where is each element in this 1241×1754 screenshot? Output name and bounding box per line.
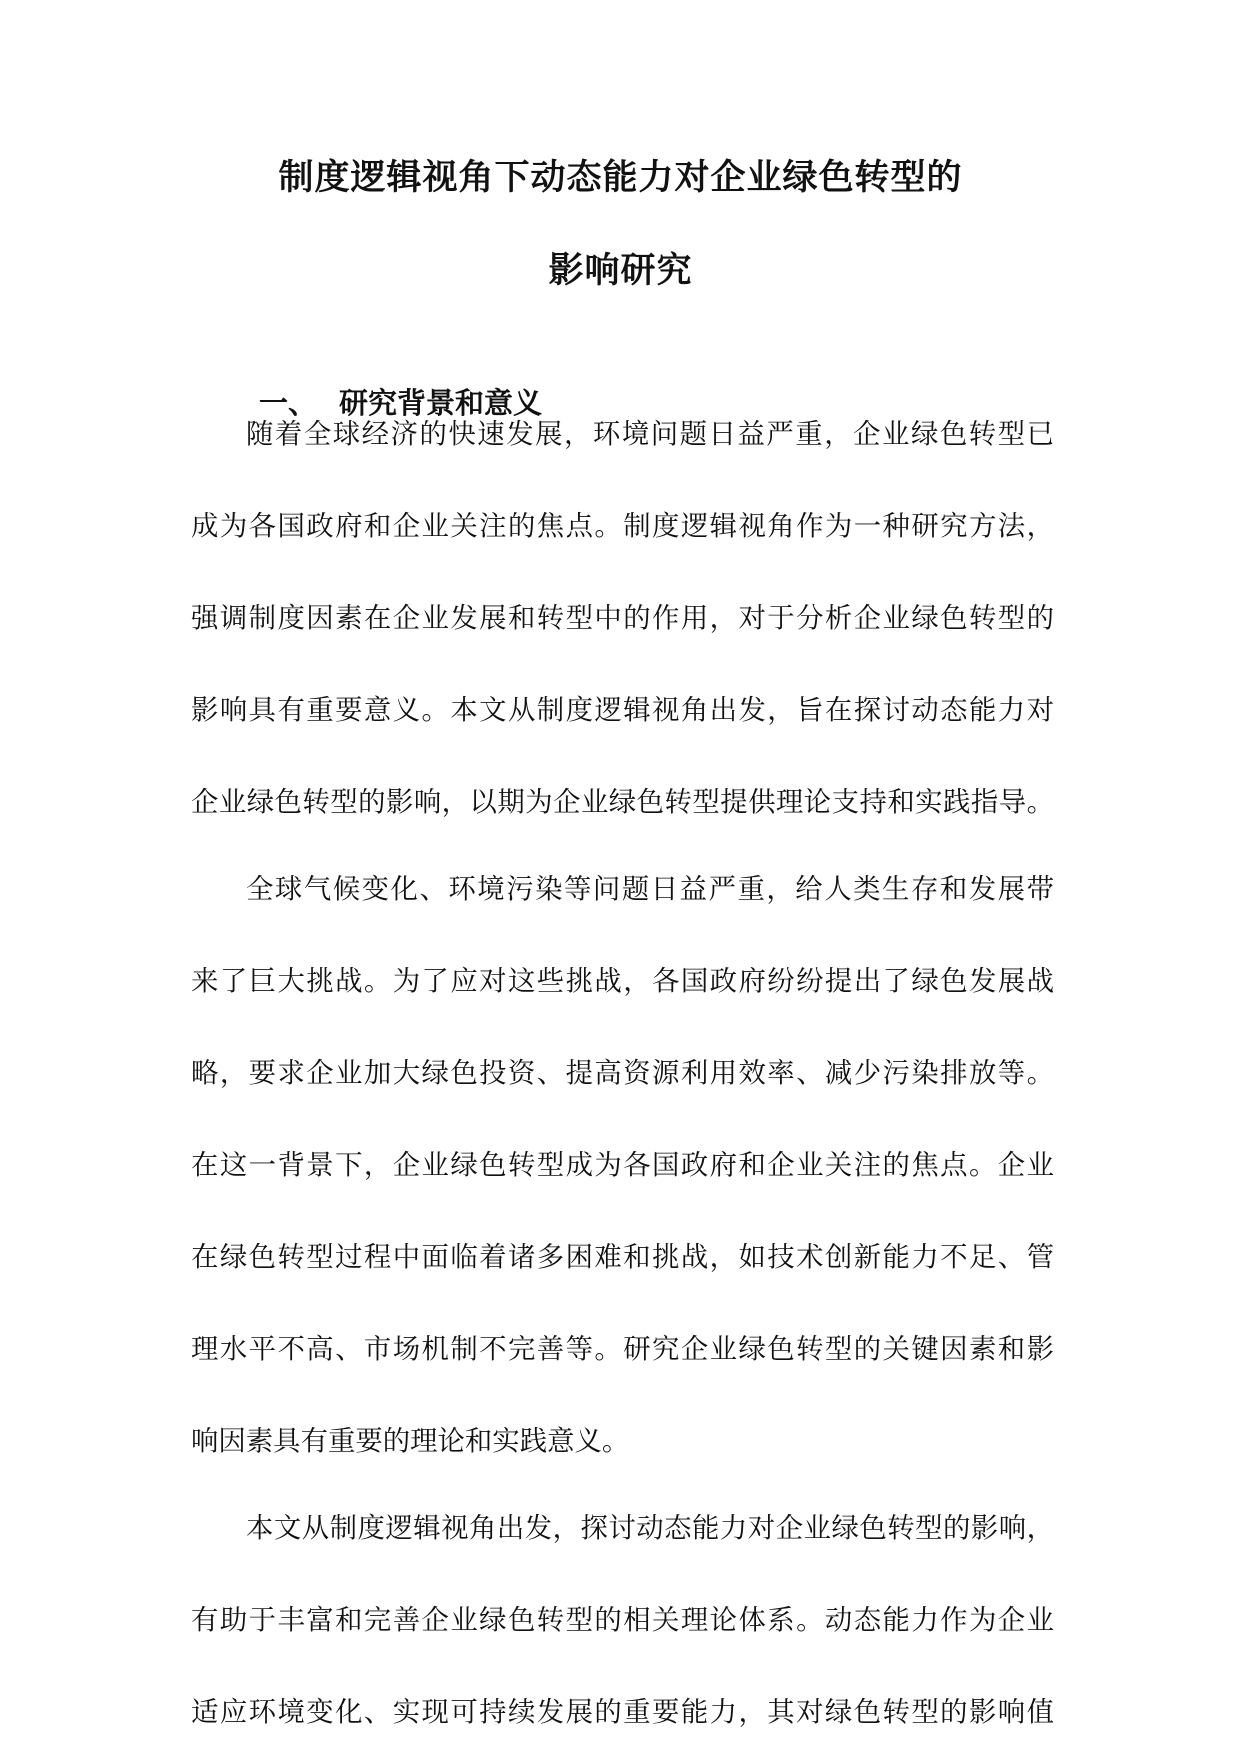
section-title: 研究背景和意义 — [339, 386, 543, 420]
paragraph-line: 全球气候变化、环境污染等问题日益严重，给人类生存和发展带 — [246, 874, 1054, 905]
paragraph-line: 响因素具有重要的理论和实践意义。 — [191, 1426, 630, 1457]
document-title-line-2: 影响研究 — [548, 251, 693, 291]
paragraph-line: 有助于丰富和完善企业绿色转型的相关理论体系。动态能力作为企业 — [191, 1605, 1054, 1636]
paragraph-line: 成为各国政府和企业关注的焦点。制度逻辑视角作为一种研究方法， — [191, 511, 1054, 542]
document-title-line-1: 制度逻辑视角下动态能力对企业绿色转型的 — [278, 158, 963, 198]
paragraph-line: 强调制度因素在企业发展和转型中的作用，对于分析企业绿色转型的 — [191, 603, 1054, 634]
paragraph-line: 理水平不高、市场机制不完善等。研究企业绿色转型的关键因素和影 — [191, 1334, 1054, 1365]
paragraph-line: 企业绿色转型的影响，以期为企业绿色转型提供理论支持和实践指导。 — [191, 787, 1054, 818]
paragraph-line: 来了巨大挑战。为了应对这些挑战，各国政府纷纷提出了绿色发展战 — [191, 966, 1054, 997]
paragraph-line: 略，要求企业加大绿色投资、提高资源利用效率、减少污染排放等。 — [191, 1058, 1054, 1089]
paragraph-line: 本文从制度逻辑视角出发，探讨动态能力对企业绿色转型的影响， — [246, 1513, 1054, 1544]
paragraph-line: 随着全球经济的快速发展，环境问题日益严重，企业绿色转型已 — [246, 419, 1054, 450]
paragraph-line: 适应环境变化、实现可持续发展的重要能力，其对绿色转型的影响值 — [191, 1697, 1054, 1728]
paragraph-line: 在绿色转型过程中面临着诸多困难和挑战，如技术创新能力不足、管 — [191, 1242, 1054, 1273]
paragraph-line: 在这一背景下，企业绿色转型成为各国政府和企业关注的焦点。企业 — [191, 1150, 1054, 1181]
paragraph-line: 影响具有重要意义。本文从制度逻辑视角出发，旨在探讨动态能力对 — [191, 695, 1054, 726]
section-number: 一、 — [259, 386, 318, 420]
